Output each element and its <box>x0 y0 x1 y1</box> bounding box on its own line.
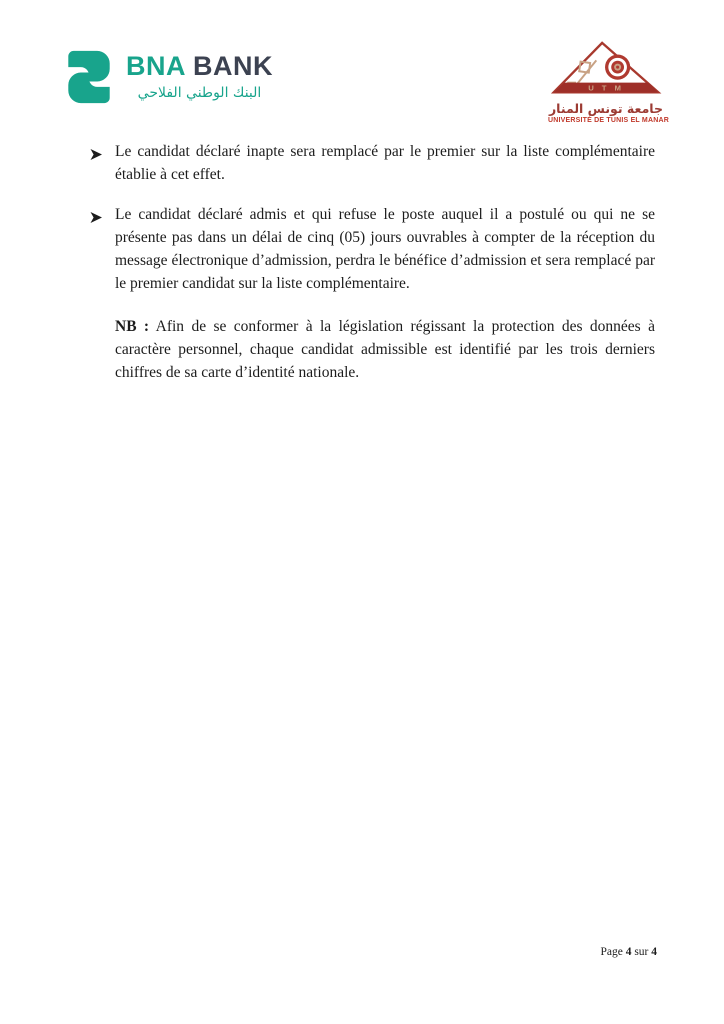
utm-french-name: UNIVERSITÉ DE TUNIS EL MANAR <box>548 117 669 125</box>
utm-university-logo <box>548 40 669 125</box>
page-number <box>600 946 657 958</box>
bullet-text-1: Le candidat déclaré inapte sera remplacé par le premier sur la liste complémentaire établie à cet effet. <box>115 143 655 183</box>
footer-current-page: 4 <box>625 946 632 958</box>
bna-arabic-name: البنك الوطني الفلاحي <box>137 85 262 101</box>
footer-page-label: Page <box>600 946 623 958</box>
utm-logo-icon <box>548 40 664 102</box>
bna-logo-icon <box>62 46 116 108</box>
bna-bank-name <box>126 53 273 80</box>
utm-arabic-name: جامعة تونس المنار <box>548 101 664 116</box>
nb-label: NB : <box>115 318 150 335</box>
utm-acronym: U T M <box>588 83 624 93</box>
bna-name-secondary: BANK <box>193 51 273 81</box>
footer-total-pages: 4 <box>651 946 657 958</box>
bullet-item-2 <box>90 203 655 295</box>
bullet-item-1 <box>90 140 655 186</box>
footer-separator: sur <box>634 946 649 958</box>
arrow-bullet-icon <box>90 145 103 158</box>
bna-name-primary: BNA <box>126 51 186 81</box>
bullet-text-2: Le candidat déclaré admis et qui refuse le poste auquel il a postulé ou qui ne se présente pas dans un délai de cinq (05) jours ouvrables à compter de la réception du message électronique d’admission, perdra le bénéfice d’admission et sera remplacé par le premier candidat sur la liste complémentaire. <box>115 206 655 292</box>
bna-logo-text <box>126 46 273 101</box>
nb-note <box>115 315 655 384</box>
bna-bank-logo <box>62 46 273 108</box>
document-body <box>90 140 655 384</box>
arrow-bullet-icon <box>90 208 103 221</box>
nb-text: Afin de se conformer à la législation régissant la protection des données à caractère personnel, chaque candidat admissible est identifié par les trois derniers chiffres de sa carte d’identité nationale. <box>115 318 655 381</box>
